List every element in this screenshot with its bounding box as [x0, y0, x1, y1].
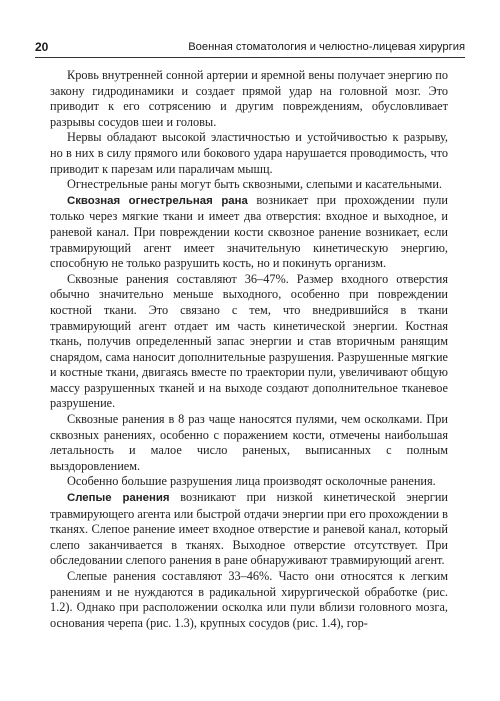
- paragraph: Слепые ранения составляют 33–46%. Часто они относятся к легким ранениям и не нуждаются в радикальной хирургической обработке (рис. 1.2). Однако при расположении осколка или пули вблизи головного мозга, основания черепа (рис. 1.3), крупных сосудов (рис. 1.4), гор-: [50, 569, 448, 630]
- paragraph: Сквозная огнестрельная рана возникает при прохождении пули только через мягкие ткани и имеет два отверстия: входное и выходное, и раневой канал. При повреждении кости сквозное ранение возникает, если травмирующий агент имеет значительную кинетическую энергию, способную не только разрушить кость, но и покинуть организм.: [50, 192, 448, 271]
- paragraph: Огнестрельные раны могут быть сквозными, слепыми и касательными.: [67, 177, 442, 192]
- paragraph: Нервы обладают высокой эластичностью и устойчивостью к разрыву, но в них в силу прямого или бокового удара нарушается проводимость, что приводит к парезам или параличам мышц.: [50, 130, 448, 176]
- paragraph: Кровь внутренней сонной артерии и яремной вены получает энергию по закону гидродинамики и создает прямой удар на головной мозг. Это приводит к его сотрясению и другим повреждениям, обусловливает разрывы сосудов шеи и головы.: [50, 68, 448, 129]
- body-text: [50, 68, 448, 631]
- term-heading: Слепые ранения: [67, 492, 170, 505]
- page-number: 20: [35, 40, 49, 54]
- running-header: [35, 41, 465, 54]
- paragraph: Слепые ранения возникают при низкой кинетической энергии травмирующего агента или быстрой отдачи энергии при его прохождении в тканях. Слепое ранение имеет входное отверстие и раневой канал, который слепо заканчивается в тканях. Выходное отверстие отсутствует. При обследовании слепого ранения в ране обнаруживают травмирующий агент.: [50, 490, 448, 568]
- paragraph: Сквозные ранения в 8 раз чаще наносятся пулями, чем осколками. При сквозных ранениях, особенно с поражением кости, отмечены наибольшая летальность и малое число раненых, выписанных с полным выздоровлением.: [50, 412, 448, 473]
- running-title: Военная стоматология и челюстно-лицевая хирургия: [188, 41, 465, 53]
- header-rule: [35, 57, 465, 58]
- term-heading: Сквозная огнестрельная рана: [67, 194, 248, 207]
- paragraph: Особенно большие разрушения лица производят осколочные ранения.: [67, 474, 436, 489]
- paragraph: Сквозные ранения составляют 36–47%. Размер входного отверстия обычно значительно меньше выходного, особенно при повреждении костной ткани. Это связано с тем, что внедрившийся в ткани травмирующий агент отдает им часть кинетической энергии. Костная ткань, получив определенный запас энергии и став вторичным ранящим снарядом, сама наносит дополнительные разрушения. Разрушенные мягкие и костные ткани, двигаясь вместе по траектории пули, увеличивают общую массу разрушенных тканей и на выходе создают дополнительное тканевое разрушение.: [50, 271, 448, 411]
